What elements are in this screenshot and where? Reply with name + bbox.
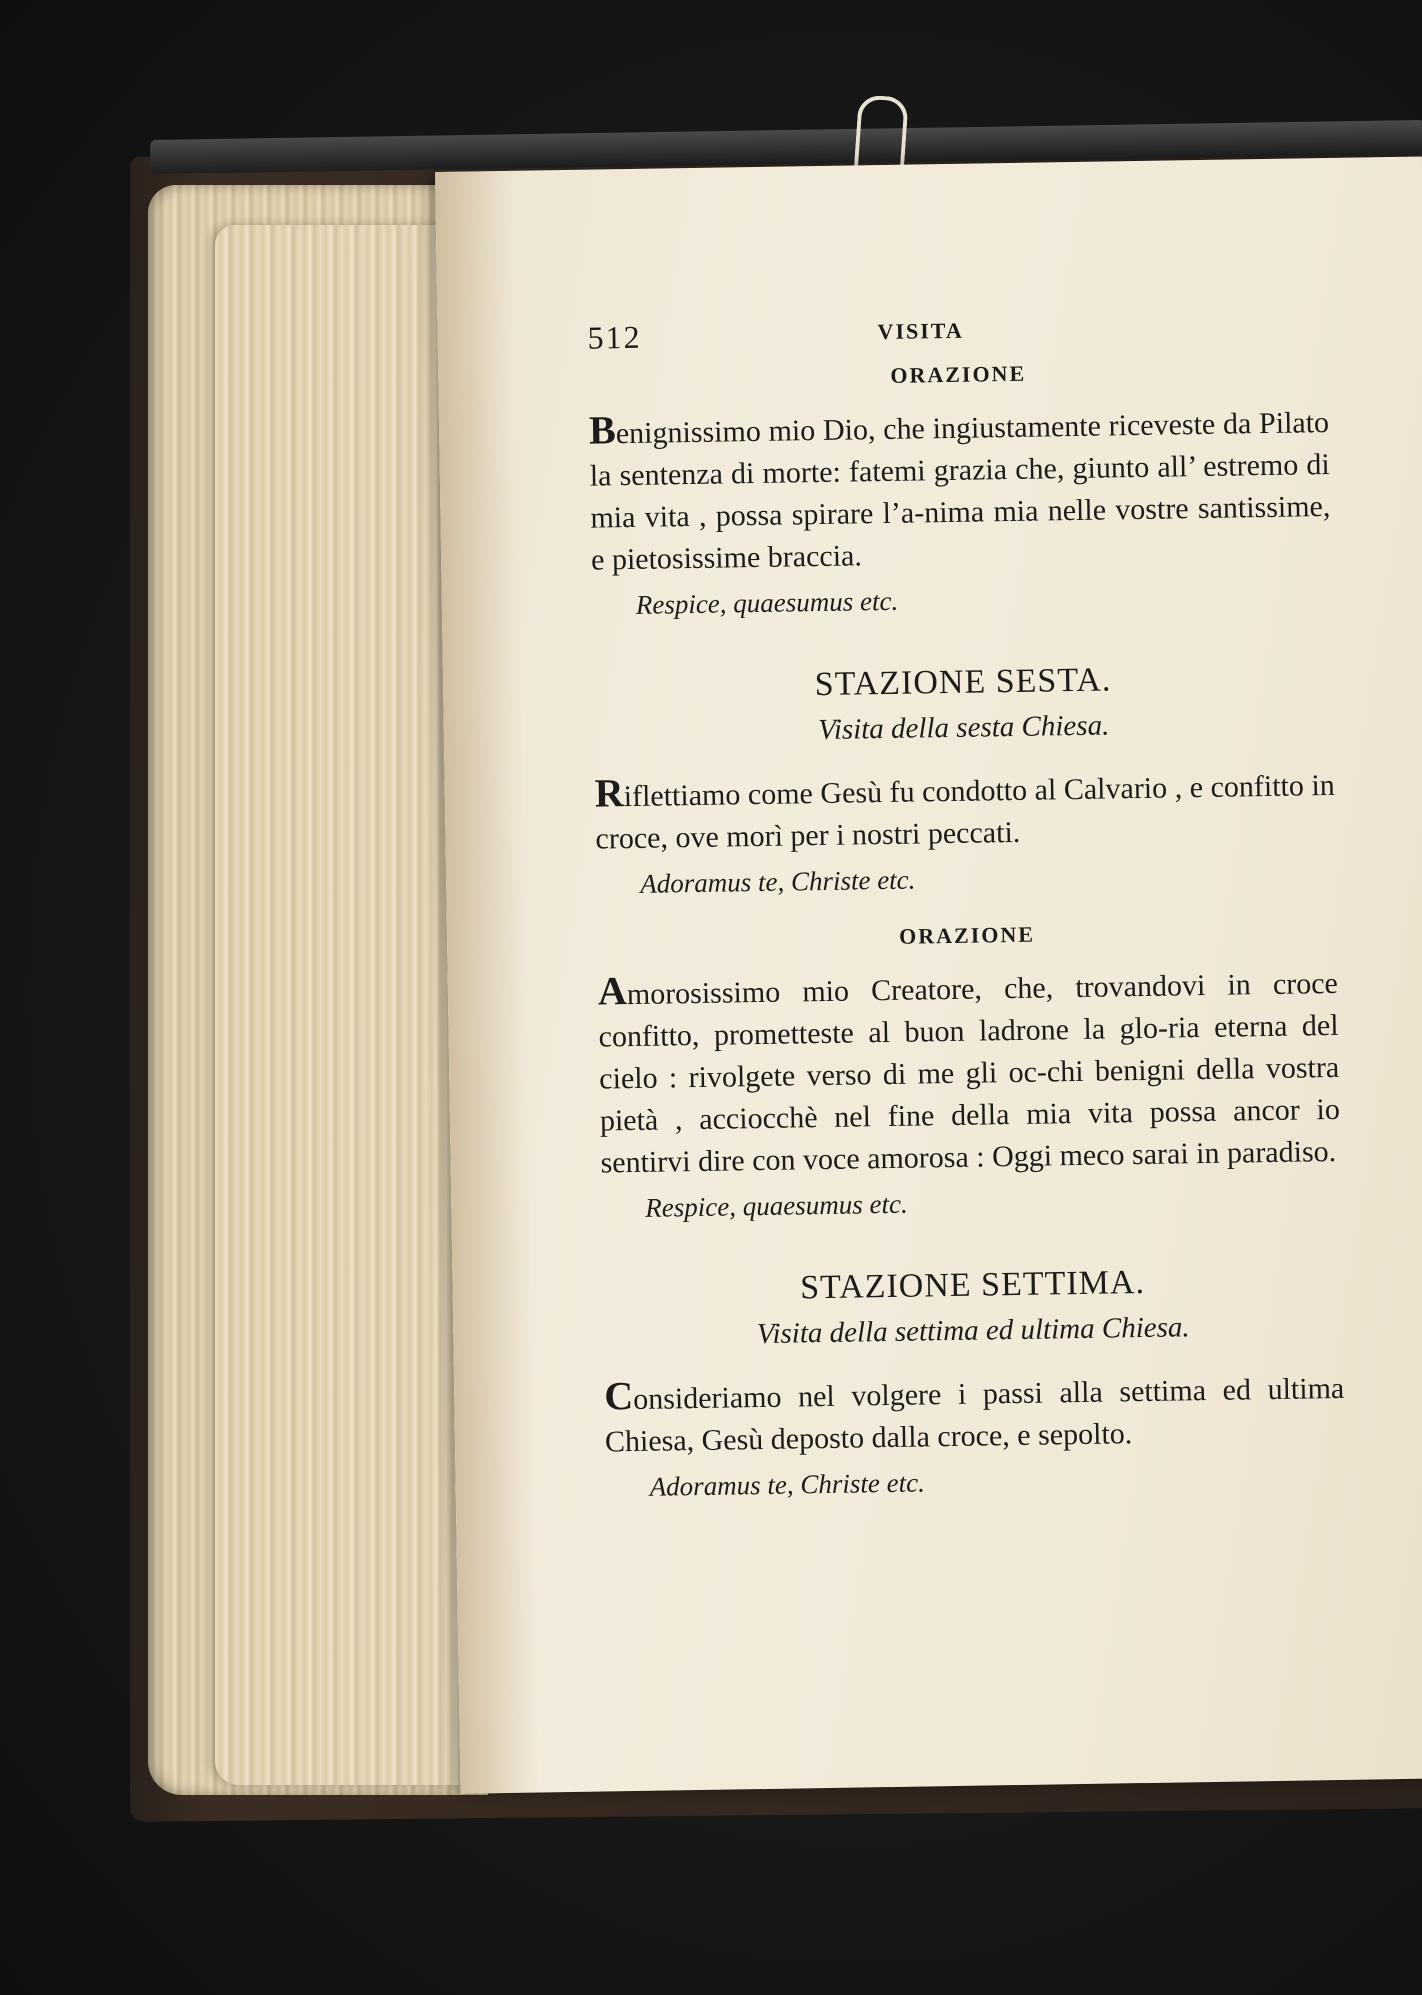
running-head: VISITA	[877, 317, 964, 345]
paragraph-text: iflettiamo come Gesù fu condotto al Calvario , e confitto in croce, ove morì per i nostri peccati.	[595, 768, 1336, 856]
prayer-paragraph	[598, 959, 1341, 1185]
drop-cap: C	[603, 1373, 634, 1419]
station-subtitle: Visita della sesta Chiesa.	[818, 709, 1110, 747]
drop-cap: A	[597, 968, 628, 1014]
paragraph-text: morosissimo mio Creatore, che, trovandovi in croce confitto, prometteste al buon ladrone la glo-ria eterna del cielo : rivolgete verso di me gli oc-chi benigni della vostra pietà , acciocchè nel fine della mia vita possa ancor io sentirvi dire con voce amorosa : Oggi meco sarai in paradiso.	[598, 966, 1341, 1180]
prayer-paragraph	[589, 398, 1332, 582]
prayer-heading: ORAZIONE	[898, 921, 1036, 949]
station-title: STAZIONE SETTIMA.	[799, 1263, 1146, 1307]
station-title: STAZIONE SESTA.	[814, 661, 1112, 704]
page-edges-front	[215, 225, 465, 1785]
book-page	[435, 156, 1422, 1793]
drop-cap: R	[594, 770, 625, 816]
page-header	[587, 300, 1328, 360]
page-number: 512	[587, 318, 642, 356]
station-subtitle: Visita della settima ed ultima Chiesa.	[756, 1311, 1190, 1351]
latin-response: Adoramus te, Christe etc.	[639, 864, 916, 899]
drop-cap: B	[588, 407, 617, 453]
latin-response: Respice, quaesumus etc.	[645, 1188, 908, 1223]
page-text-block	[587, 300, 1346, 1507]
prayer-heading: ORAZIONE	[890, 360, 1027, 388]
latin-response: Respice, quaesumus etc.	[635, 585, 899, 620]
meditation-paragraph	[594, 761, 1335, 861]
latin-response: Adoramus te, Christe etc.	[649, 1467, 926, 1502]
meditation-paragraph	[604, 1364, 1345, 1464]
paragraph-text: onsideriamo nel volgere i passi alla settima ed ultima Chiesa, Gesù deposto dalla croce, e sepolto.	[604, 1371, 1345, 1459]
paragraph-text: enignissimo mio Dio, che ingiustamente riceveste da Pilato la sentenza di morte: fatemi grazia che, giunto all’ estremo di mia vita , possa spirare l’a-nima mia nelle vostre santissime, e pietosissime braccia.	[589, 405, 1331, 577]
